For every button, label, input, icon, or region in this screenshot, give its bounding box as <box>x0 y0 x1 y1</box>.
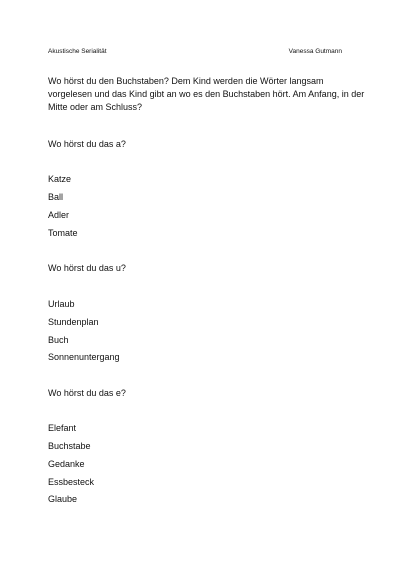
header-title: Akustische Serialität <box>48 48 107 55</box>
word-item: Stundenplan <box>48 317 99 327</box>
word-item: Elefant <box>48 423 77 433</box>
word-item: Tomate <box>48 228 78 238</box>
word-item: Sonnenuntergang <box>48 352 120 362</box>
page-header <box>48 47 342 57</box>
word-item: Glaube <box>48 494 78 504</box>
question-e: Wo hörst du das e? <box>48 388 126 398</box>
word-item: Essbesteck <box>48 477 95 487</box>
question-u: Wo hörst du das u? <box>48 263 126 273</box>
word-item: Adler <box>48 210 70 220</box>
header-author: Vanessa Gutmann <box>288 48 342 55</box>
word-item: Buch <box>48 335 69 345</box>
question-a: Wo hörst du das a? <box>48 139 126 149</box>
word-item: Gedanke <box>48 459 85 469</box>
word-item: Buchstabe <box>48 441 91 451</box>
instruction-paragraph: Wo hörst du den Buchstaben? Dem Kind werden die Wörter langsam vorgelesen und das Kind gibt an wo es den Buchstaben hört. Am Anfang, in der Mitte oder am Schluss? <box>48 76 365 112</box>
word-item: Urlaub <box>48 299 75 309</box>
word-item: Ball <box>48 192 64 202</box>
word-item: Katze <box>48 174 72 184</box>
